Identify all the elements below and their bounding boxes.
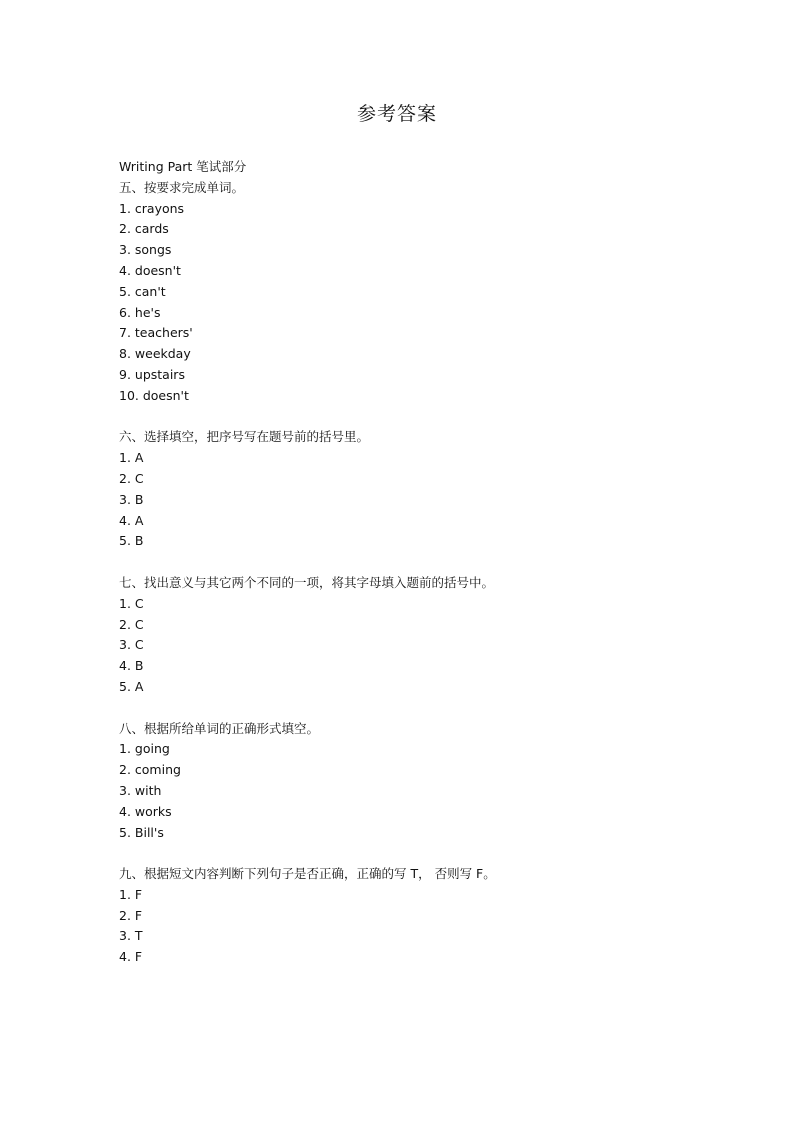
answer-item: 1. A: [119, 450, 144, 466]
answer-item: 5. A: [119, 678, 144, 694]
answer-item: 4. A: [119, 512, 144, 528]
answer-item: 4. doesn't: [119, 262, 181, 278]
answer-item: 3. songs: [119, 242, 172, 258]
document-content: [119, 157, 719, 968]
answer-item: 1. going: [119, 741, 170, 757]
answer-item: 3. T: [119, 928, 143, 944]
answer-item: 3. with: [119, 782, 162, 798]
answer-item: 9. upstairs: [119, 366, 185, 382]
answer-item: 8. weekday: [119, 346, 191, 362]
section-9: [119, 864, 719, 968]
answer-item: 1. F: [119, 886, 143, 902]
answer-item: 7. teachers': [119, 325, 193, 341]
answer-item: 2. coming: [119, 762, 181, 778]
answer-item: 3. C: [119, 637, 144, 653]
answer-item: 5. Bill's: [119, 824, 164, 840]
answer-item: 2. F: [119, 907, 143, 923]
answer-item: 4. F: [119, 949, 143, 965]
answer-item: 10. doesn't: [119, 387, 189, 403]
answer-item: 2. C: [119, 616, 144, 632]
answer-item: 5. can't: [119, 283, 166, 299]
document-title: 参考答案: [356, 103, 437, 125]
section-heading: 九、根据短文内容判断下列句子是否正确，正确的写 T， 否则写 F。: [119, 866, 496, 882]
answer-item: 3. B: [119, 491, 144, 507]
section-6: [119, 427, 719, 552]
answer-item: 6. he's: [119, 304, 161, 320]
part-label: Writing Part 笔试部分: [119, 159, 247, 174]
answer-item: 4. works: [119, 803, 172, 819]
answer-item: 4. B: [119, 658, 144, 674]
section-heading: 七、找出意义与其它两个不同的一项，将其字母填入题前的括号中。: [119, 574, 495, 590]
section-7: [119, 573, 719, 698]
answer-item: 1. C: [119, 595, 144, 611]
section-heading: 五、按要求完成单词。: [119, 179, 245, 195]
section-8: [119, 719, 719, 844]
section-5: [119, 178, 719, 407]
answer-item: 2. C: [119, 470, 144, 486]
answer-item: 5. B: [119, 533, 144, 549]
section-heading: 六、选择填空，把序号写在题号前的括号里。: [119, 429, 370, 445]
section-heading: 八、根据所给单词的正确形式填空。: [119, 720, 320, 736]
answer-item: 1. crayons: [119, 200, 185, 216]
answer-item: 2. cards: [119, 221, 169, 237]
